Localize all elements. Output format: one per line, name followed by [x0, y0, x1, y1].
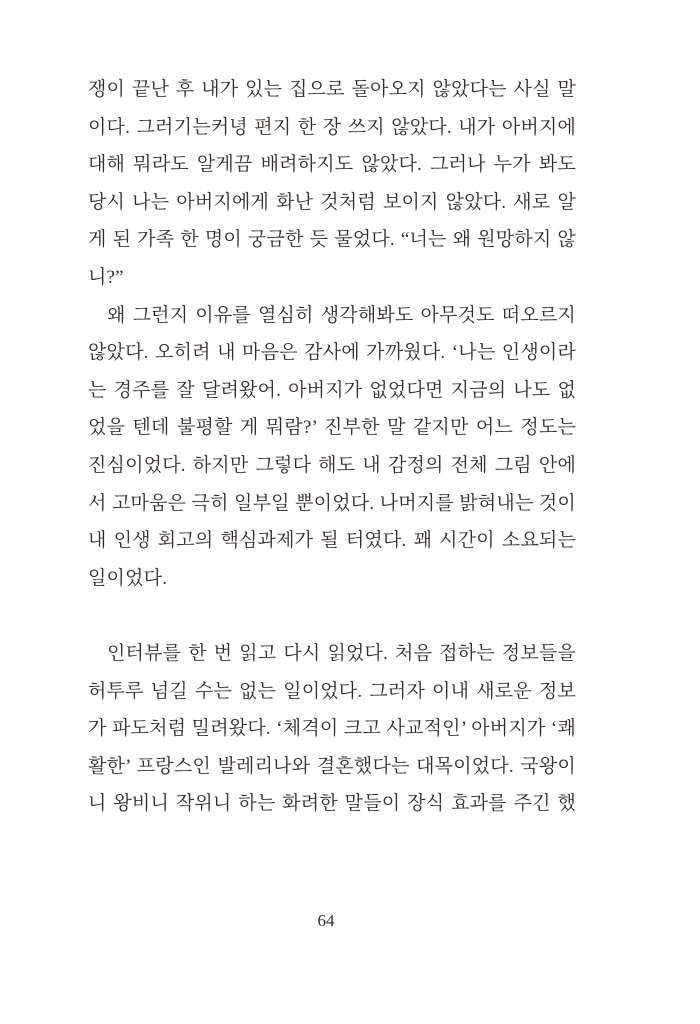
- text-line: 니?”: [88, 266, 124, 288]
- text-line: 게 된 가족 한 명이 궁금한 듯 물었다. “너는 왜 원망하지 않: [88, 229, 576, 251]
- text-line: 서 고마움은 극히 일부일 뿐이었다. 나머지를 밝혀내는 것이: [88, 492, 576, 514]
- text-line: 이다. 그러기는커녕 편지 한 장 쓰지 않았다. 내가 아버지에: [88, 116, 576, 138]
- text-line: 허투루 넘길 수는 없는 일이었다. 그러자 이내 새로운 정보: [88, 680, 576, 702]
- paragraph: [88, 297, 576, 598]
- text-line: 었을 텐데 불평할 게 뭐람?’ 진부한 말 같지만 어느 정도는: [88, 417, 576, 439]
- text-line: 왜 그런지 이유를 열심히 생각해봐도 아무것도 떠오르지: [107, 304, 576, 326]
- text-line: 진심이었다. 하지만 그렇다 해도 내 감정의 전체 그림 안에: [88, 454, 576, 476]
- text-line: 쟁이 끝난 후 내가 있는 집으로 돌아오지 않았다는 사실 말: [88, 79, 576, 100]
- page-number: 64: [317, 911, 335, 930]
- text-line: 인터뷰를 한 번 읽고 다시 읽었다. 처음 접하는 정보들을: [107, 642, 576, 664]
- text-line: 가 파도처럼 밀려왔다. ‘체격이 크고 사교적인’ 아버지가 ‘쾌: [88, 718, 576, 740]
- text-line: 대해 뭐라도 알게끔 배려하지도 않았다. 그러나 누가 봐도: [88, 154, 576, 176]
- text-line: 않았다. 오히려 내 마음은 감사에 가까웠다. ‘나는 인생이라: [88, 342, 576, 364]
- text-block: [88, 71, 576, 823]
- paragraph: [88, 635, 576, 823]
- text-line: 는 경주를 잘 달려왔어. 아버지가 없었다면 지금의 나도 없: [88, 379, 576, 401]
- text-line: 니 왕비니 작위니 하는 화려한 말들이 장식 효과를 주긴 했: [88, 793, 576, 815]
- text-line: 활한’ 프랑스인 발레리나와 결혼했다는 대목이었다. 국왕이: [88, 755, 576, 777]
- text-line: 내 인생 회고의 핵심과제가 될 터였다. 꽤 시간이 소요되는: [88, 530, 576, 552]
- text-line: 일이었다.: [88, 567, 168, 589]
- paragraph: [88, 71, 576, 297]
- text-line: 당시 나는 아버지에게 화난 것처럼 보이지 않았다. 새로 알: [88, 191, 576, 213]
